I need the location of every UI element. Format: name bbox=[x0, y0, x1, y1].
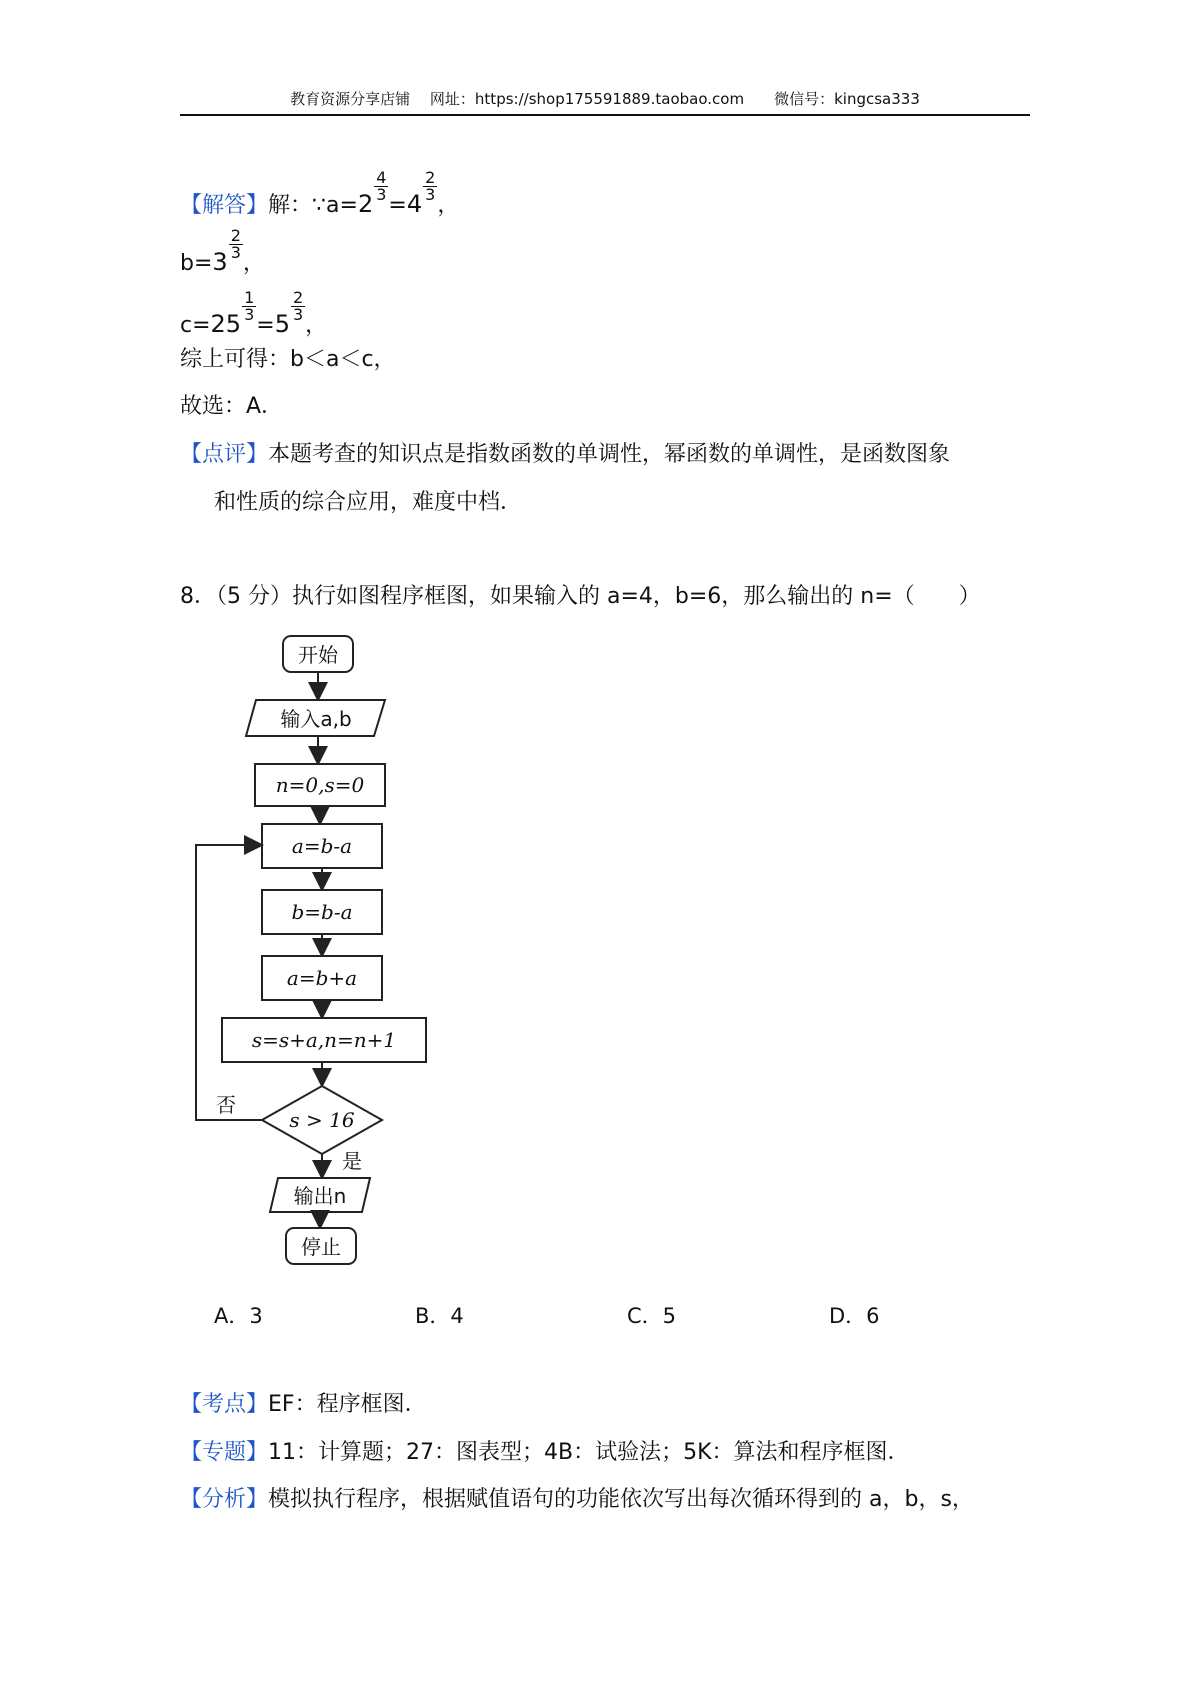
question-8: 8．（5 分）执行如图程序框图，如果输入的 a=4，b=6，那么输出的 n=（ ） bbox=[180, 584, 981, 609]
start-label: 开始 bbox=[298, 643, 338, 667]
equals-sign: = bbox=[256, 313, 275, 338]
zhuanti-line bbox=[180, 1438, 910, 1468]
equals-sign: = bbox=[388, 193, 407, 218]
solution-line-c bbox=[180, 290, 327, 341]
a-exp2-num: 2 bbox=[425, 168, 436, 187]
option-c: C．5 bbox=[627, 1304, 677, 1328]
c-exp1-den: 3 bbox=[244, 305, 255, 324]
zhuanti-tag: 【专题】 bbox=[180, 1440, 269, 1465]
c-exponent-2 bbox=[291, 290, 305, 323]
a-exponent-1 bbox=[374, 170, 388, 203]
input-label: 输入a,b bbox=[280, 707, 352, 731]
b-exponent bbox=[229, 228, 243, 261]
c-exponent-1 bbox=[242, 290, 256, 323]
solution-line-a bbox=[180, 170, 459, 221]
wechat-label: 微信号： bbox=[774, 90, 835, 108]
c-exp2-den: 3 bbox=[292, 305, 304, 324]
b-base: 3 bbox=[212, 248, 228, 276]
url-label: 网址： bbox=[429, 90, 475, 108]
kaodian-text: EF：程序框图． bbox=[268, 1392, 427, 1417]
zhuanti-text: 11：计算题；27：图表型；4B：试验法；5K：算法和程序框图． bbox=[268, 1440, 910, 1465]
step-d-label: s=s+a,n=n+1 bbox=[251, 1028, 397, 1052]
fenxi-tag: 【分析】 bbox=[180, 1487, 269, 1512]
a-exponent-2 bbox=[423, 170, 437, 203]
step-c-label: a=b+a bbox=[286, 966, 358, 990]
shop-url: https://shop175591889.taobao.com bbox=[474, 90, 745, 108]
c-base-2: 5 bbox=[274, 310, 290, 338]
a-exp2-den: 3 bbox=[425, 185, 436, 204]
output-label: 输出n bbox=[293, 1184, 347, 1208]
solution-intro: 解：∵a= bbox=[268, 193, 358, 218]
comment-tag: 【点评】 bbox=[180, 442, 269, 467]
comment-text-1: 本题考查的知识点是指数函数的单调性，幂函数的单调性，是函数图象 bbox=[268, 442, 951, 467]
page-header bbox=[180, 84, 1030, 116]
kaodian-line bbox=[180, 1390, 427, 1420]
comma: ， bbox=[437, 193, 460, 218]
init-label: n=0,s=0 bbox=[275, 773, 365, 797]
b-exp-num: 2 bbox=[230, 226, 241, 245]
solution-line-b bbox=[180, 228, 265, 279]
a-exp1-num: 4 bbox=[376, 168, 387, 187]
a-base-1: 2 bbox=[357, 190, 374, 218]
solution-summary: 综上可得：b＜a＜c， bbox=[180, 347, 396, 372]
program-flowchart bbox=[180, 630, 440, 1270]
solution-choice: 故选：A． bbox=[180, 394, 284, 419]
b-prefix: b= bbox=[180, 251, 213, 276]
step-b-label: b=b-a bbox=[291, 900, 353, 924]
comment-line-2: 和性质的综合应用，难度中档． bbox=[214, 490, 523, 515]
condition-label: s > 16 bbox=[289, 1108, 355, 1132]
c-exp1-num: 1 bbox=[244, 288, 255, 307]
option-b: B．4 bbox=[415, 1304, 464, 1328]
comma: ， bbox=[242, 251, 265, 276]
no-label: 否 bbox=[216, 1093, 236, 1117]
c-prefix: c= bbox=[180, 313, 211, 338]
c-base-1: 25 bbox=[210, 310, 242, 338]
comma: ， bbox=[305, 313, 328, 338]
option-a: A．3 bbox=[214, 1304, 263, 1328]
wechat-id: kingcsa333 bbox=[834, 90, 920, 108]
option-d: D．6 bbox=[829, 1304, 880, 1328]
step-a-label: a=b-a bbox=[291, 834, 353, 858]
fenxi-text: 模拟执行程序，根据赋值语句的功能依次写出每次循环得到的 a，b，s， bbox=[268, 1487, 974, 1512]
stop-label: 停止 bbox=[301, 1235, 341, 1259]
kaodian-tag: 【考点】 bbox=[180, 1392, 269, 1417]
a-base-2: 4 bbox=[406, 190, 423, 218]
shop-name: 教育资源分享店铺 bbox=[290, 90, 411, 108]
fenxi-line bbox=[180, 1485, 974, 1515]
solution-tag: 【解答】 bbox=[180, 193, 269, 218]
c-exp2-num: 2 bbox=[292, 288, 304, 307]
b-exp-den: 3 bbox=[230, 243, 241, 262]
yes-label: 是 bbox=[342, 1149, 362, 1173]
a-exp1-den: 3 bbox=[376, 185, 387, 204]
comment-line-1 bbox=[180, 440, 950, 470]
